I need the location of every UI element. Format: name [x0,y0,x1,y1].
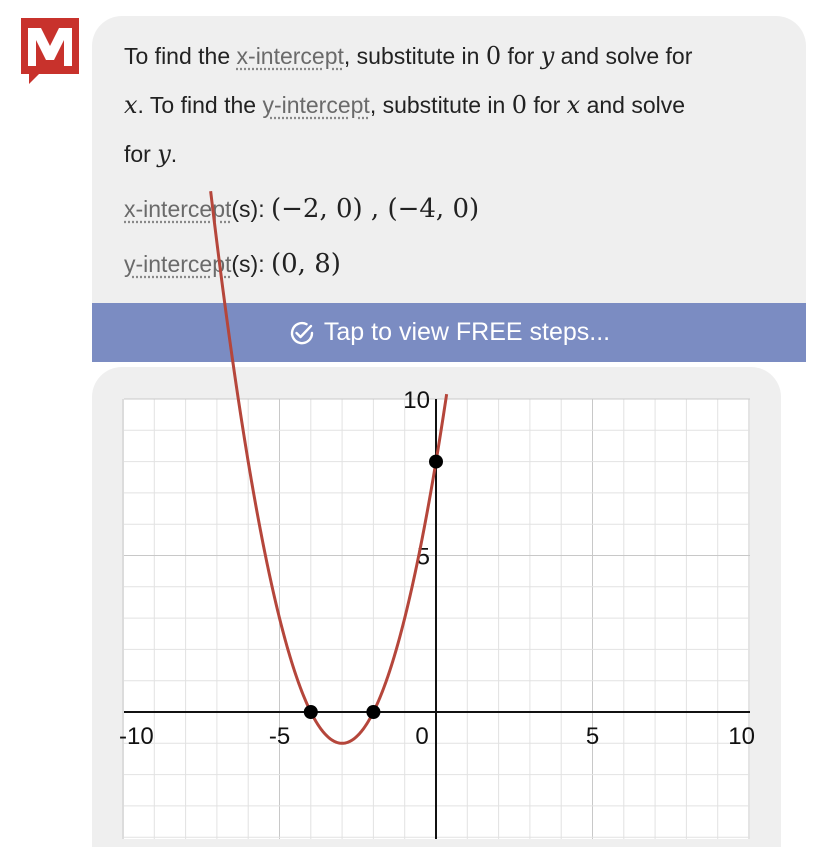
y-tick-label: 10 [403,387,430,414]
text-segment: for [124,141,158,167]
x-tick-label: -5 [268,723,291,750]
y-intercept-link[interactable]: y-intercept [262,92,370,118]
text-segment: and solve [580,92,686,118]
math-var-x: x [124,91,138,119]
x-intercept-result-link[interactable]: x-intercept [124,196,232,222]
text-segment: . To find the [137,92,263,118]
view-steps-label: Tap to view FREE steps... [323,318,611,346]
y-tick-label: 5 [416,543,430,571]
text-segment: for [527,92,567,118]
x-tick-label: 5 [585,723,600,750]
y-intercept-values: (0, 8) [270,249,341,279]
x-intercept-values: (−2, 0) , (−4, 0) [270,194,480,224]
text-segment: . [170,141,178,167]
view-steps-button[interactable] [92,303,806,362]
text-segment: (s): [231,196,271,222]
text-segment: for [501,43,541,69]
text-segment: and solve for [554,43,693,69]
text-segment: To find the [124,43,237,69]
x-tick-label: -10 [119,723,154,750]
math-var-y: y [157,140,171,168]
x-tick-label: 0 [415,723,429,750]
x-tick-label: 10 [728,723,755,750]
y-intercept-result-link[interactable]: y-intercept [124,251,232,277]
text-segment: , substitute in [343,43,486,69]
answer-text [124,32,778,289]
answer-card [92,16,806,362]
function-graph[interactable] [119,387,755,839]
check-circle-icon [288,319,316,347]
math-zero: 0 [511,91,528,119]
text-segment: , substitute in [369,92,512,118]
intercept-point [304,705,318,719]
math-var-y: y [540,42,555,70]
intercept-point [429,455,443,469]
x-intercept-link[interactable]: x-intercept [236,43,344,69]
text-segment: (s): [231,251,271,277]
brand-logo-icon[interactable] [19,16,81,86]
math-var-x: x [566,91,581,119]
math-zero: 0 [485,42,502,70]
intercept-point [366,705,380,719]
graph-svg [119,387,755,839]
